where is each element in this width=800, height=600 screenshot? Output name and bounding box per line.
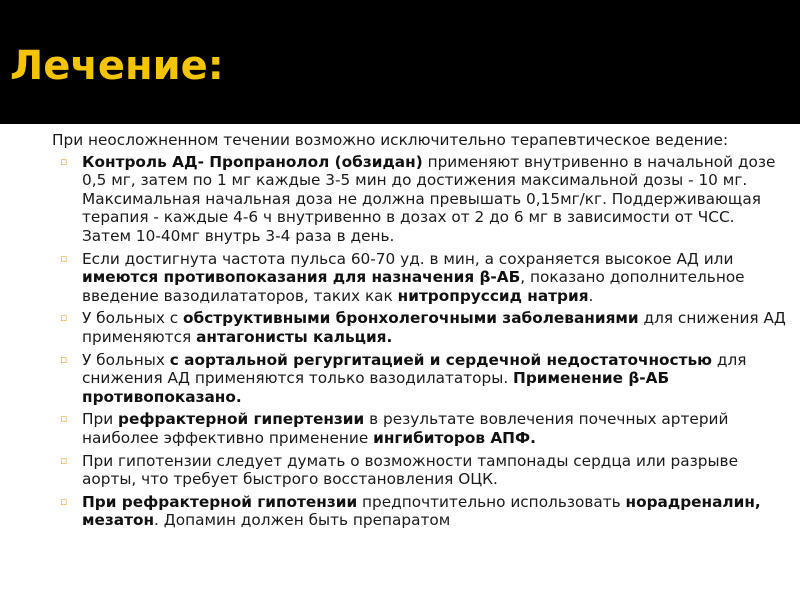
bullet-text: для снижения АД применяются (82, 309, 786, 346)
bullet-text: При гипотензии следует думать о возможности тампонады сердца или разрыве аорты, что требует быстрого восстановления ОЦК. (82, 451, 738, 489)
bullet-marker-icon: ▫ (60, 352, 68, 366)
bullet-bold-text: обструктивными бронхолегочными заболеваниями (183, 309, 639, 328)
bullet-item (60, 350, 787, 407)
bullet-marker-icon: ▫ (60, 494, 68, 508)
bullet-item (60, 492, 787, 530)
bullet-bold-text: норадреналин, мезатон (82, 492, 761, 530)
bullet-item (60, 152, 787, 246)
bullet-text: , показано дополнительное введение вазодилататоров, таких как (82, 268, 745, 305)
intro-text: При неосложненном течении возможно исключительно терапевтическое ведение: (52, 131, 729, 149)
bullet-item (60, 410, 787, 447)
bullet-marker-icon: ▫ (60, 154, 68, 168)
slide-content (52, 131, 787, 534)
bullet-bold-text: Контроль АД- Пропранолол (обзидан) (82, 152, 423, 171)
bullet-text: У больных (82, 350, 170, 369)
bullet-text: для снижения АД применяются только вазодилататоры. (82, 350, 747, 388)
bullet-text: У больных с (82, 309, 184, 328)
slide-title: Лечение: (10, 43, 224, 89)
bullet-text: в результате вовлечения почечных артерий наиболее эффективно применение (82, 410, 729, 447)
bullet-marker-icon: ▫ (60, 251, 68, 265)
bullet-bold-text: с аортальной регургитацией и сердечной недостаточностью (169, 350, 713, 369)
bullet-item (60, 249, 787, 306)
bullet-bold-text: рефрактерной гипертензии (118, 410, 365, 429)
bullet-bold-text: имеются противопоказания для назначения β-АБ (82, 268, 521, 287)
bullet-bold-text: Применение β-АБ противопоказано. (82, 369, 670, 406)
bullet-item (60, 309, 787, 346)
bullet-marker-icon: ▫ (60, 453, 68, 467)
bullet-text: . Допамин должен быть препаратом (154, 511, 451, 530)
bullet-bold-text: ингибиторов АПФ. (373, 428, 536, 447)
bullet-list (52, 153, 787, 530)
bullet-text: предпочтительно использовать (357, 492, 626, 511)
title-band (0, 0, 800, 124)
bullet-text: При (82, 410, 119, 429)
bullet-text: применяют внутривенно в начальной дозе 0,5 мг, затем по 1 мг каждые 3-5 мин до достижения максимальной дозы - 10 мг. Максимальная начальная доза не должна превышать 0,15мг/кг. Поддерживающая терапия - каждые 4-6 ч внутривенно в дозах от 2 до 6 мг в зависимости от ЧСС. Затем 10-40мг внутрь 3-4 раза в день. (82, 152, 776, 245)
bullet-bold-text: нитропруссид натрия (397, 286, 589, 305)
bullet-text: Если достигнута частота пульса 60-70 уд. в мин, а сохраняется высокое АД или (82, 249, 734, 268)
bullet-marker-icon: ▫ (60, 412, 68, 426)
bullet-text: . (588, 286, 594, 305)
bullet-bold-text: антагонисты кальция. (196, 327, 393, 346)
bullet-item (60, 451, 787, 489)
bullet-marker-icon: ▫ (60, 311, 68, 325)
bullet-bold-text: При рефрактерной гипотензии (82, 492, 358, 511)
